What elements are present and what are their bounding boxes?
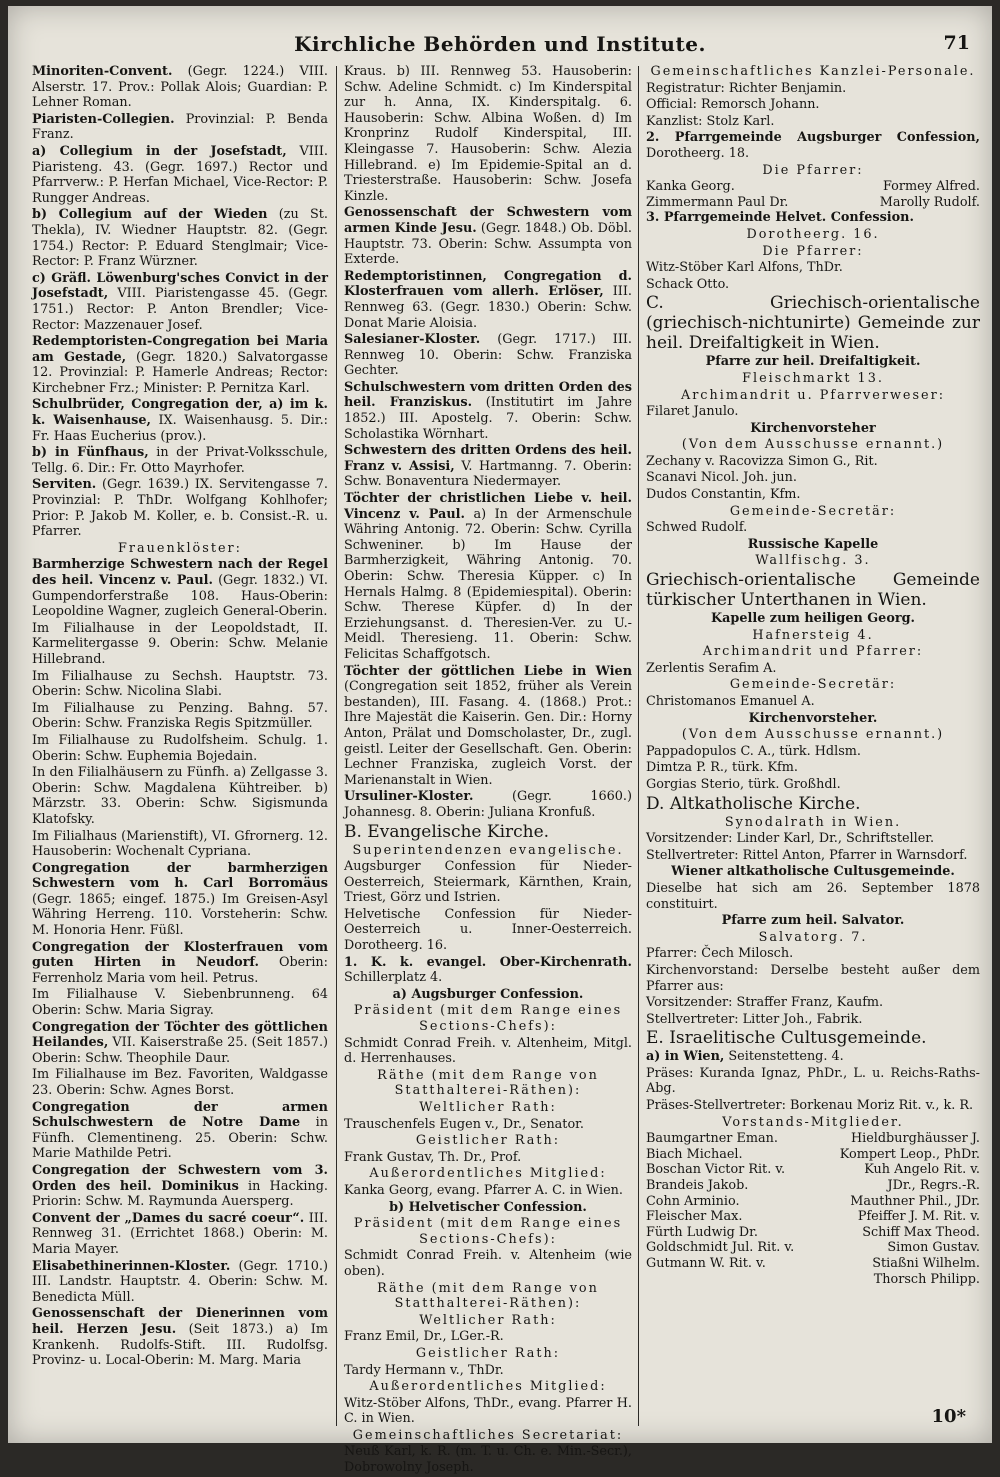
- entry-title: Genossenschaft der Dienerinnen vom heil. Herzen Jesu.: [32, 1306, 328, 1337]
- entry-title: Schulbrüder, Congregation der, a) im k. k. Waisenhause,: [32, 397, 328, 429]
- entry-text: Im Filialhause im Bez. Favoriten, Waldgasse 23. Oberin: Schw. Agnes Borst.: [32, 1067, 328, 1098]
- entry-title: Salesianer-Kloster.: [344, 332, 481, 348]
- entry-text: VII. Kaiserstraße 25. (Seit 1857.) Oberin: Schw. Theophile Daur.: [32, 1035, 328, 1066]
- entry: [646, 848, 980, 864]
- entry-text: Seitenstetteng. 4.: [724, 1049, 844, 1065]
- entry-heading: [646, 711, 980, 727]
- entry: [646, 130, 980, 161]
- entry: [344, 1396, 632, 1427]
- entry: [344, 269, 632, 331]
- entry-text: a) In der Armenschule Währing Antonig. 72. Oberin: Schw. Cyrilla Schweniner. b) Im Hause der Barmherzigkeit, Währing Antonig. 70. Oberin: Schw. Theresia Küpper. c) In Hernals Halmg. 8 (Epidemiespital). Oberin: Schw. Therese Küpfer. d) In der Erziehungsanst. d. Theresien-Ver. zu U.-Meidl. Theresieng. 11. Oberin: Schw. Felicitas Schaffgotsch.: [344, 506, 632, 662]
- entry-title: Convent der „Dames du sacré coeur“.: [32, 1210, 305, 1226]
- entry-text: Oberin: Ferrenholz Maria vom heil. Petrus.: [32, 955, 328, 986]
- subheading: Geistlicher Rath:: [415, 1133, 561, 1149]
- name-right: Hieldburghäusser J.: [850, 1131, 980, 1147]
- entry: [32, 477, 328, 539]
- entry-heading-text: Russische Kapelle: [747, 536, 879, 552]
- entry-text: (Seit 1873.) a) Im Krankenh. Rudolfs-Stift. III. Rudolfsg. Provinz- u. Local-Oberin: M. Marg. Maria: [32, 1321, 329, 1369]
- entry-title: a) Collegium in der Josefstadt,: [32, 143, 287, 159]
- entry-heading-text: Kapelle zum heiligen Georg.: [710, 611, 916, 627]
- entry-heading-text: Pfarre zum heil. Salvator.: [721, 913, 905, 929]
- entry: [32, 397, 328, 444]
- name-pair: [646, 1194, 980, 1210]
- entry: [344, 664, 632, 789]
- entry-title: Redemptoristen-Congregation bei Maria am Gestade,: [32, 334, 328, 365]
- entry-title: Elisabethinerinnen-Kloster.: [32, 1258, 231, 1274]
- entry: [32, 557, 328, 619]
- name-right: Formey Alfred.: [882, 179, 980, 195]
- section-heading: C. Griechisch-orientalische (griechisch-nichtunirte) Gemeinde zur heil. Dreifaltigkeit in Wien.: [646, 293, 980, 354]
- entry-heading-text: b) Helvetischer Confession.: [389, 1199, 587, 1215]
- subheading: Die Pfarrer:: [762, 162, 864, 178]
- entry-text: (Gegr. 1848.) Ob. Döbl. Hauptstr. 73. Oberin: Schw. Assumpta von Exterde.: [344, 220, 632, 268]
- entry-text: (Gegr. 1224.) VIII. Alserstr. 17. Prov.: Pollak Alois; Guardian: P. Lehner Roman.: [32, 64, 328, 111]
- entry: [646, 1012, 980, 1028]
- entry-text: VIII. Piaristengasse 45. (Gegr. 1751.) Rector: P. Anton Brendler; Vice-Rector: Mazzenauer Josef.: [32, 286, 328, 333]
- subheading: Dorotheerg. 16.: [746, 226, 880, 242]
- entry: [344, 907, 632, 954]
- entry: [32, 1259, 328, 1306]
- section-heading: Griechisch-orientalische Gemeinde türkischer Unterthanen in Wien.: [646, 570, 980, 611]
- entry-text: Dorotheerg. 18.: [646, 145, 750, 161]
- entry-text: Filaret Janulo.: [646, 404, 739, 420]
- entry-text: Zechany v. Racovizza Simon G., Rit.: [646, 453, 878, 469]
- entry: [646, 881, 980, 912]
- entry: [646, 777, 980, 793]
- entry-text: Stellvertreter: Rittel Anton, Pfarrer in Warnsdorf.: [646, 847, 968, 863]
- entry-text: in Hacking. Priorin: Schw. M. Raymunda Auersperg.: [32, 1178, 328, 1210]
- entry-title: Congregation der armen Schulschwestern de Notre Dame: [32, 1099, 328, 1131]
- entry: [32, 1163, 328, 1210]
- entry-text: Witz-Stöber Alfons, ThDr., evang. Pfarrer H. C. in Wien.: [344, 1395, 632, 1427]
- entry-heading: [344, 1200, 632, 1216]
- entry-text: (Gegr. 1639.) IX. Servitengasse 7. Provinzial: P. ThDr. Wolfgang Kohlhofer; Prior: P. Jakob M. Koller, e. b. Consist.-R. u. Pfarrer.: [32, 477, 328, 540]
- entry-text: Trauschenfels Eugen v., Dr., Senator.: [344, 1116, 584, 1132]
- entry-title: a) in Wien,: [646, 1049, 725, 1065]
- subheading: Präsident (mit dem Range eines Sections-Chefs):: [353, 1003, 623, 1035]
- entry: [646, 1049, 980, 1065]
- entry-heading-text: Kirchenvorsteher: [750, 420, 876, 436]
- subheading: Die Pfarrer:: [762, 243, 864, 259]
- subheading: Gemeinde-Secretär:: [729, 503, 897, 519]
- entry-text: (Institutirt im Jahre 1852.) III. Apostelg. 7. Oberin: Schw. Scholastika Wörnhart.: [344, 395, 632, 442]
- name-left: Zimmermann Paul Dr.: [646, 194, 789, 210]
- name-pair: [646, 179, 980, 195]
- entry-text: Christomanos Emanuel A.: [646, 694, 815, 709]
- entry-title: Minoriten-Convent.: [32, 64, 173, 79]
- name-pair: [646, 1147, 980, 1163]
- entry-text: Vorsitzender: Straffer Franz, Kaufm.: [646, 995, 884, 1011]
- entry: [646, 995, 980, 1011]
- name-left: Kanka Georg.: [646, 179, 735, 195]
- entry: [646, 831, 980, 847]
- subheading: Synodalrath in Wien.: [724, 814, 902, 830]
- entry-text: In den Filialhäusern zu Fünfh. a) Zellgasse 3. Oberin: Schw. Magdalena Kühtreiber. b) Märzstr. 33. Oberin: Schw. Sigismunda Klatofsky.: [32, 765, 328, 827]
- entry: [646, 260, 980, 276]
- entry: [646, 210, 980, 226]
- entry-text: in der Privat-Volksschule, Tellg. 6. Dir.: Fr. Otto Mayrhofer.: [32, 445, 328, 476]
- entry-text: Kanzlist: Stolz Karl.: [646, 113, 775, 129]
- entry-title: Congregation der Töchter des göttlichen Heilandes,: [32, 1019, 328, 1051]
- entry-text: Augsburger Confession für Nieder-Oesterreich, Steiermark, Kärnthen, Krain, Triest, Görz und Istrien.: [344, 859, 632, 906]
- entry-title: Redemptoristinnen, Congregation d. Klosterfrauen vom allerh. Erlöser,: [344, 268, 632, 300]
- name-left: Gutmann W. Rit. v.: [646, 1256, 766, 1271]
- entry: [32, 621, 328, 668]
- entry: [344, 789, 632, 820]
- entry-title: 2. Pfarrgemeinde Augsburger Confession,: [646, 130, 980, 146]
- entry-text: VIII. Piaristeng. 43. (Gegr. 1697.) Rector und Pfarrverw.: P. Herfan Michael, Vice-Rector: P. Rungger Andreas.: [32, 143, 328, 206]
- entry-text: Dieselbe hat sich am 26. September 1878 constituirt.: [646, 880, 980, 912]
- entry: [646, 1066, 980, 1097]
- name-left: Baumgartner Eman.: [646, 1131, 778, 1147]
- entry-text: Helvetische Confession für Nieder-Oesterreich u. Inner-Oesterreich. Dorotheerg. 16.: [344, 906, 632, 954]
- column-rule: [638, 66, 639, 1426]
- entry: [32, 1020, 328, 1067]
- entry: [344, 1248, 632, 1279]
- entry-heading: [646, 421, 980, 437]
- entry: [646, 694, 980, 710]
- entry-text: Provinzial: P. Benda Franz.: [32, 111, 328, 143]
- entry: [32, 1067, 328, 1098]
- column-rule: [336, 66, 337, 1426]
- entry-title: b) Collegium auf der Wieden: [32, 207, 268, 223]
- name-right: Mauthner Phil., JDr.: [850, 1193, 980, 1209]
- subheading: (Von dem Ausschusse ernannt.): [681, 437, 945, 453]
- name-right: JDr., Regrs.-R.: [887, 1178, 980, 1194]
- entry-heading: [646, 537, 980, 553]
- entry: [32, 940, 328, 987]
- entry-text: (zu St. Thekla), IV. Wiedner Hauptstr. 82. (Gegr. 1754.) Rector: P. Eduard Stenglmair; Vice-Rector: P. Franz Würzner.: [32, 207, 328, 270]
- entry-text: Registratur: Richter Benjamin.: [646, 80, 847, 96]
- entry-text: (Gegr. 1660.) Johannesg. 8. Oberin: Juliana Kronfuß.: [344, 789, 632, 820]
- entry-text: Gorgias Sterio, türk. Großhdl.: [646, 776, 841, 792]
- entry-text: Kirchenvorstand: Derselbe besteht außer dem Pfarrer aus:: [646, 962, 980, 994]
- entry-text: Kraus. b) III. Rennweg 53. Hausoberin: Schw. Adeline Schmidt. c) Im Kinderspital zur h. Anna, IX. Kinderspitalg. 6. Hausoberin: Schw. Albina Woßen. d) Im Kronprinz Rudolf Kinderspital, III. Kleingasse 7. Hausoberin: Schw. Alezia Hillebrand. e) Im Epidemie-Spital an d. Triesterstraße. Hausoberin: Schw. Josefa Kinzle.: [344, 64, 632, 204]
- subheading: Räthe (mit dem Range von Statthalterei-Räthen):: [377, 1280, 599, 1312]
- subheading: Archimandrit u. Pfarrverweser:: [680, 387, 946, 403]
- entry-text: (Gegr. 1865; eingef. 1875.) Im Greisen-Asyl Währing Herreng. 110. Vorsteherin: Schw. M. Honoria Henr. Füßl.: [32, 891, 328, 939]
- entry: [344, 955, 632, 986]
- entry-text: Dudos Constantin, Kfm.: [646, 487, 801, 503]
- page-title: Kirchliche Behörden und Institute.: [294, 32, 706, 56]
- entry-text: Im Filialhause in der Leopoldstadt, II. Karmelitergasse 9. Oberin: Schw. Melanie Hillebrand.: [32, 620, 328, 667]
- entry: [32, 334, 328, 396]
- section-heading: E. Israelitische Cultusgemeinde.: [646, 1028, 927, 1049]
- entry: [32, 207, 328, 269]
- name-left: Biach Michael.: [646, 1146, 743, 1162]
- signature-mark: 10*: [931, 1406, 966, 1427]
- entry-text: (Gegr. 1710.) III. Landstr. Hauptstr. 4. Oberin: Schw. M. Benedicta Müll.: [32, 1258, 328, 1305]
- entry-text: Präses: Kuranda Ignaz, PhDr., L. u. Reichs-Raths-Abg.: [646, 1065, 980, 1097]
- entry: [344, 1183, 632, 1199]
- entry-text: Im Filialhause zu Sechsh. Hauptstr. 73. Oberin: Schw. Nicolina Slabi.: [32, 668, 328, 700]
- subheading: Gemeinschaftliches Secretariat:: [352, 1427, 624, 1443]
- entry: [344, 1117, 632, 1133]
- entry: [32, 1100, 328, 1162]
- entry-text: Kanka Georg, evang. Pfarrer A. C. in Wien.: [344, 1182, 623, 1198]
- entry-text: III. Rennweg 63. (Gegr. 1830.) Oberin: Schw. Donat Marie Aloisia.: [344, 284, 632, 331]
- entry-text: Im Filialhause V. Siebenbrunneng. 64 Oberin: Schw. Maria Sigray.: [32, 987, 328, 1019]
- entry: [646, 760, 980, 776]
- entry-text: Schillerplatz 4.: [344, 970, 443, 986]
- subheading: Weltlicher Rath:: [419, 1312, 557, 1328]
- name-right: Stiaßni Wilhelm.: [872, 1256, 980, 1271]
- name-pair: [646, 1209, 980, 1225]
- entry: [344, 1036, 632, 1067]
- entry: [344, 1363, 632, 1379]
- entry-text: Präses-Stellvertreter: Borkenau Moriz Rit. v., k. R.: [646, 1098, 974, 1114]
- column-right: [646, 64, 980, 1287]
- entry: [344, 1150, 632, 1166]
- entry-heading-text: Wiener altkatholische Cultusgemeinde.: [671, 864, 955, 880]
- column-middle: [344, 64, 632, 1477]
- entry: [344, 859, 632, 906]
- entry-title: Töchter der göttlichen Liebe in Wien: [344, 663, 632, 679]
- entry-heading-text: Kirchenvorsteher.: [748, 710, 878, 726]
- entry: [646, 946, 980, 962]
- entry-title: Congregation der Klosterfrauen vom guten Hirten in Neudorf.: [32, 939, 328, 971]
- entry: [32, 271, 328, 333]
- subheading: Fleischmarkt 13.: [742, 370, 884, 386]
- entry: [32, 765, 328, 827]
- entry-text: (Gegr. 1717.) III. Rennweg 10. Oberin: Schw. Franziska Gechter.: [344, 332, 632, 379]
- entry: [646, 470, 980, 486]
- entry-text: III. Rennweg 31. (Errichtet 1868.) Oberin: M. Maria Mayer.: [32, 1210, 328, 1257]
- entry-text: Neuß Karl, k. R. (m. T. u. Ch. e. Min.-Secr.), Dobrowolny Joseph.: [344, 1444, 632, 1476]
- subheading: Gemeinschaftliches Kanzlei-Personale.: [650, 64, 976, 79]
- subheading: Präsident (mit dem Range eines Sections-Chefs):: [353, 1216, 623, 1247]
- entry-heading: [646, 913, 980, 929]
- entry: [646, 661, 980, 677]
- entry: [32, 1306, 328, 1368]
- entry-title: Genossenschaft der Schwestern vom armen Kinde Jesu.: [344, 205, 632, 236]
- entry: [344, 491, 632, 663]
- entry: [646, 963, 980, 994]
- entry-title: Barmherzige Schwestern nach der Regel des heil. Vincenz v. Paul.: [32, 557, 328, 588]
- entry: [344, 1444, 632, 1475]
- entry: [344, 443, 632, 490]
- entry: [646, 744, 980, 760]
- entry-text: (Congregation seit 1852, früher als Verein bestanden), III. Fasang. 4. (1868.) Prot.: Ihre Majestät die Kaiserin. Gen. Dir.: Horny Anton, Prälat und Domscholaster, Dr., zugl. geistl. Leiter der Gesellschaft. Gen. Oberin: Lechner Franziska, zugleich Vorst. der Marienanstalt in Wien.: [344, 679, 632, 788]
- name-left: Goldschmidt Jul. Rit. v.: [646, 1240, 795, 1256]
- entry-text: V. Hartmanng. 7. Oberin: Schw. Bonaventura Niedermayer.: [344, 458, 632, 490]
- entry-text: Schwed Rudolf.: [646, 520, 748, 536]
- name-right: Schiff Max Theod.: [862, 1224, 980, 1240]
- entry: [646, 81, 980, 97]
- name-pair: [646, 1162, 980, 1178]
- entry: [646, 97, 980, 113]
- name-right: Kuh Angelo Rit. v.: [864, 1162, 980, 1178]
- entry-text: Im Filialhause zu Rudolfsheim. Schulg. 1. Oberin: Schw. Euphemia Bojedain.: [32, 732, 328, 764]
- entry-text: Stellvertreter: Litter Joh., Fabrik.: [646, 1011, 863, 1027]
- entry: [344, 332, 632, 379]
- entry-title: Töchter der christlichen Liebe v. heil. Vincenz v. Paul.: [344, 491, 632, 522]
- entry: [646, 404, 980, 420]
- subheading: Wallfischg. 3.: [755, 553, 871, 569]
- entry-title: Schulschwestern vom dritten Orden des heil. Franziskus.: [344, 379, 632, 411]
- book-page: [8, 6, 992, 1476]
- name-pair: [646, 1225, 980, 1241]
- entry: [32, 112, 328, 143]
- name-pair: [646, 1131, 980, 1147]
- entry-text: in Fünfh. Clementineng. 25. Oberin: Schw. Marie Mathilde Petri.: [32, 1115, 328, 1162]
- entry: [646, 114, 980, 130]
- entry-title: 3. Pfarrgemeinde Helvet. Confession.: [646, 210, 914, 226]
- entry-text: IX. Waisenhausg. 5. Dir.: Fr. Haas Eucherius (prov.).: [32, 413, 328, 444]
- entry-text: Schmidt Conrad Freih. v. Altenheim, Mitgl. d. Herrenhauses.: [344, 1035, 632, 1067]
- name-left: Fleischer Max.: [646, 1209, 743, 1225]
- subheading: Außerordentliches Mitglied:: [369, 1379, 607, 1395]
- entry: [32, 445, 328, 476]
- name-pair: [646, 1240, 980, 1256]
- entry: [344, 205, 632, 267]
- entry-title: b) in Fünfhaus,: [32, 445, 149, 461]
- subheading: Gemeinde-Secretär:: [729, 677, 897, 693]
- entry: [646, 487, 980, 503]
- entry-text: Pfarrer: Čech Milosch.: [646, 946, 794, 962]
- entry-text: Schack Otto.: [646, 276, 730, 292]
- entry: [344, 1329, 632, 1345]
- entry-heading: [344, 987, 632, 1003]
- name-right: Pfeiffer J. M. Rit. v.: [857, 1209, 980, 1225]
- entry-text: Schmidt Conrad Freih. v. Altenheim (wie oben).: [344, 1248, 632, 1279]
- name-pair: [646, 1272, 980, 1288]
- name-pair: [646, 1178, 980, 1194]
- entry-text: Witz-Stöber Karl Alfons, ThDr.: [646, 260, 843, 276]
- entry-heading-text: Pfarre zur heil. Dreifaltigkeit.: [705, 354, 921, 370]
- entry-heading: [646, 611, 980, 627]
- subheading: Frauenklöster:: [118, 540, 242, 556]
- subheading: Außerordentliches Mitglied:: [369, 1166, 607, 1182]
- entry-text: Frank Gustav, Th. Dr., Prof.: [344, 1149, 522, 1165]
- subheading: Superintendenzen evangelische.: [352, 842, 624, 858]
- entry-title: Piaristen-Collegien.: [32, 111, 175, 127]
- column-left: [32, 64, 328, 1370]
- page-header: [8, 32, 992, 62]
- entry-heading: [646, 864, 980, 880]
- name-right: Thorsch Philipp.: [873, 1271, 980, 1287]
- entry-heading-text: a) Augsburger Confession.: [392, 986, 584, 1002]
- page-number: 71: [943, 32, 970, 54]
- entry-text: Pappadopulos C. A., türk. Hdlsm.: [646, 743, 861, 759]
- subheading: (Von dem Ausschusse ernannt.): [681, 727, 945, 743]
- entry-text: Dimtza P. R., türk. Kfm.: [646, 760, 798, 776]
- subheading: Räthe (mit dem Range von Statthalterei-Räthen):: [377, 1067, 599, 1099]
- entry-text: Im Filialhaus (Marienstift), VI. Gfrornerg. 12. Hausoberin: Wochenalt Cypriana.: [32, 828, 328, 860]
- name-right: Marolly Rudolf.: [879, 194, 980, 210]
- entry-title: Ursuliner-Kloster.: [344, 789, 474, 805]
- entry: [344, 64, 632, 204]
- entry: [646, 454, 980, 470]
- entry-title: Congregation der Schwestern vom 3. Orden des heil. Dominikus: [32, 1162, 328, 1194]
- entry-title: Congregation der barmherzigen Schwestern vom h. Carl Borromäus: [32, 860, 328, 892]
- name-left: Fürth Ludwig Dr.: [646, 1224, 758, 1240]
- subheading: Geistlicher Rath:: [415, 1345, 561, 1361]
- entry: [646, 1098, 980, 1114]
- entry-heading: [646, 354, 980, 370]
- name-right: Kompert Leop., PhDr.: [839, 1146, 980, 1162]
- entry-text: (Gegr. 1832.) VI. Gumpendorferstraße 108. Haus-Oberin: Leopoldine Wagner, zugleich General-Oberin.: [32, 573, 328, 620]
- entry-text: Official: Remorsch Johann.: [646, 97, 820, 113]
- entry-title: Serviten.: [32, 477, 97, 493]
- subheading: Salvatorg. 7.: [758, 929, 868, 945]
- name-pair: [646, 195, 980, 211]
- entry: [32, 669, 328, 700]
- name-left: Brandeis Jakob.: [646, 1178, 749, 1194]
- section-heading: D. Altkatholische Kirche.: [646, 793, 861, 814]
- entry-text: (Gegr. 1820.) Salvatorgasse 12. Provinzial: P. Hamerle Andreas; Rector: Kirchebner Frz.; Minister: P. Pernitza Karl.: [32, 349, 328, 396]
- entry: [32, 733, 328, 764]
- entry: [32, 701, 328, 732]
- entry-title: Schwestern des dritten Ordens des heil. Franz v. Assisi,: [344, 443, 632, 474]
- subheading: Weltlicher Rath:: [419, 1100, 557, 1115]
- entry-title: 1. K. k. evangel. Ober-Kirchenrath.: [344, 954, 632, 970]
- entry-title: c) Gräfl. Löwenburg'sches Convict in der Josefstadt,: [32, 270, 328, 302]
- name-left: Cohn Arminio.: [646, 1193, 740, 1209]
- entry: [32, 829, 328, 860]
- entry: [32, 987, 328, 1018]
- entry-text: Franz Emil, Dr., LGer.-R.: [344, 1329, 504, 1345]
- entry: [32, 64, 328, 111]
- section-heading: B. Evangelische Kirche.: [344, 821, 550, 842]
- subheading: Hafnersteig 4.: [752, 627, 874, 643]
- entry: [344, 380, 632, 442]
- subheading: Archimandrit und Pfarrer:: [702, 644, 924, 660]
- entry-text: Vorsitzender: Linder Karl, Dr., Schriftsteller.: [646, 831, 935, 847]
- entry-text: Zerlentis Serafim A.: [646, 660, 777, 676]
- name-pair: [646, 1256, 980, 1272]
- entry: [32, 144, 328, 206]
- entry: [646, 277, 980, 293]
- subheading: Vorstands-Mitglieder.: [722, 1114, 904, 1130]
- name-right: Simon Gustav.: [887, 1240, 980, 1256]
- entry-text: Tardy Hermann v., ThDr.: [344, 1362, 504, 1378]
- name-left: Boschan Victor Rit. v.: [646, 1162, 786, 1178]
- entry-text: Scanavi Nicol. Joh. jun.: [646, 470, 797, 486]
- entry: [646, 520, 980, 536]
- entry: [32, 861, 328, 939]
- entry: [32, 1211, 328, 1258]
- entry-text: Im Filialhause zu Penzing. Bahng. 57. Oberin: Schw. Franziska Regis Spitzmüller.: [32, 700, 328, 732]
